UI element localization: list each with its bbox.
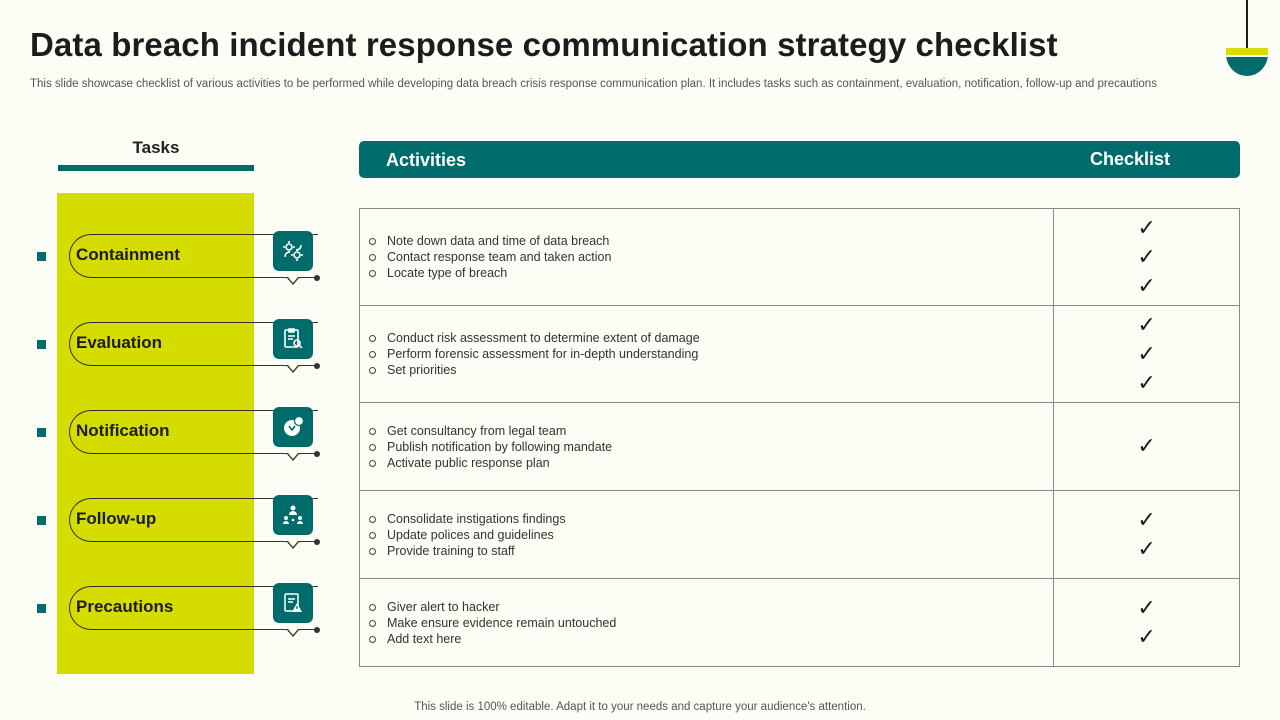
task-label: Containment [76, 245, 180, 264]
decorative-lamp-icon [1226, 48, 1268, 76]
table-row [360, 306, 1240, 403]
bullet-square [37, 604, 46, 613]
page-subtitle: This slide showcase checklist of various activities to be performed while developing data breach crisis response communication plan. It includes tasks such as containment, evaluation, notification, follow-up and precautions [30, 78, 1157, 90]
activities-cell [360, 209, 1054, 306]
bullet-square [37, 252, 46, 261]
checklist-heading: Checklist [1090, 149, 1171, 169]
check-mark-icon: ✓ [1137, 434, 1156, 459]
activity-item: Provide training to staff [368, 543, 1053, 559]
check-mark-icon: ✓ [1137, 341, 1156, 367]
notification-badge-icon [273, 407, 313, 447]
decorative-lamp-cord [1246, 0, 1248, 48]
bullet-square [37, 428, 46, 437]
table-header [359, 141, 1240, 178]
activity-item: Perform forensic assessment for in-depth understanding [368, 346, 1053, 362]
activity-item: Set priorities [368, 362, 1053, 378]
warning-document-icon [273, 583, 313, 623]
activity-item: Publish notification by following mandate [368, 439, 1053, 455]
tasks-heading-underline [58, 165, 254, 171]
activity-item: Get consultancy from legal team [368, 423, 1053, 439]
check-mark-icon: ✓ [1137, 595, 1156, 621]
clipboard-search-icon [273, 319, 313, 359]
activities-cell [360, 306, 1054, 403]
check-mark-icon: ✓ [1137, 370, 1156, 396]
table-row [360, 209, 1240, 306]
table-row [360, 491, 1240, 579]
page-title: Data breach incident response communication strategy checklist [30, 26, 1058, 63]
table-row [360, 403, 1240, 491]
activities-cell [360, 491, 1054, 579]
checklist-cell [1054, 579, 1240, 667]
checklist-cell [1054, 306, 1240, 403]
task-label: Precautions [76, 597, 174, 616]
activity-item: Giver alert to hacker [368, 599, 1053, 615]
check-mark-icon: ✓ [1137, 507, 1156, 533]
checklist-table [359, 208, 1240, 667]
activity-item: Locate type of breach [368, 265, 1053, 281]
task-containment [0, 234, 330, 294]
callout-pointer [287, 630, 299, 637]
activities-cell [360, 403, 1054, 491]
activity-item: Activate public response plan [368, 455, 1053, 471]
activity-item: Contact response team and taken action [368, 249, 1053, 265]
activities-heading: Activities [386, 150, 467, 170]
check-mark-icon: ✓ [1137, 273, 1156, 299]
check-mark-icon: ✓ [1137, 244, 1156, 270]
activity-item: Make ensure evidence remain untouched [368, 615, 1053, 631]
task-follow-up [0, 498, 330, 558]
activity-item: Update polices and guidelines [368, 527, 1053, 543]
activity-item: Conduct risk assessment to determine extent of damage [368, 330, 1053, 346]
tasks-heading: Tasks [132, 138, 180, 157]
checklist-cell [1054, 209, 1240, 306]
checklist-cell [1054, 491, 1240, 579]
activity-item: Add text here [368, 631, 1053, 647]
gears-icon [273, 231, 313, 271]
bullet-square [37, 340, 46, 349]
activity-item: Note down data and time of data breach [368, 233, 1053, 249]
task-label: Follow-up [76, 509, 157, 528]
checklist-cell [1054, 403, 1240, 491]
task-label: Notification [76, 421, 170, 440]
check-mark-icon: ✓ [1137, 215, 1156, 241]
table-row [360, 579, 1240, 667]
callout-pointer [287, 542, 299, 549]
callout-pointer [287, 278, 299, 285]
activity-item: Consolidate instigations findings [368, 511, 1053, 527]
task-evaluation [0, 322, 330, 382]
team-network-icon [273, 495, 313, 535]
callout-pointer [287, 366, 299, 373]
check-mark-icon: ✓ [1137, 624, 1156, 650]
bullet-square [37, 516, 46, 525]
task-label: Evaluation [76, 333, 162, 352]
check-mark-icon: ✓ [1137, 536, 1156, 562]
footer-note: This slide is 100% editable. Adapt it to your needs and capture your audience's attention. [414, 701, 866, 713]
activities-cell [360, 579, 1054, 667]
task-notification [0, 410, 330, 470]
task-precautions [0, 586, 330, 646]
check-mark-icon: ✓ [1137, 312, 1156, 338]
callout-pointer [287, 454, 299, 461]
